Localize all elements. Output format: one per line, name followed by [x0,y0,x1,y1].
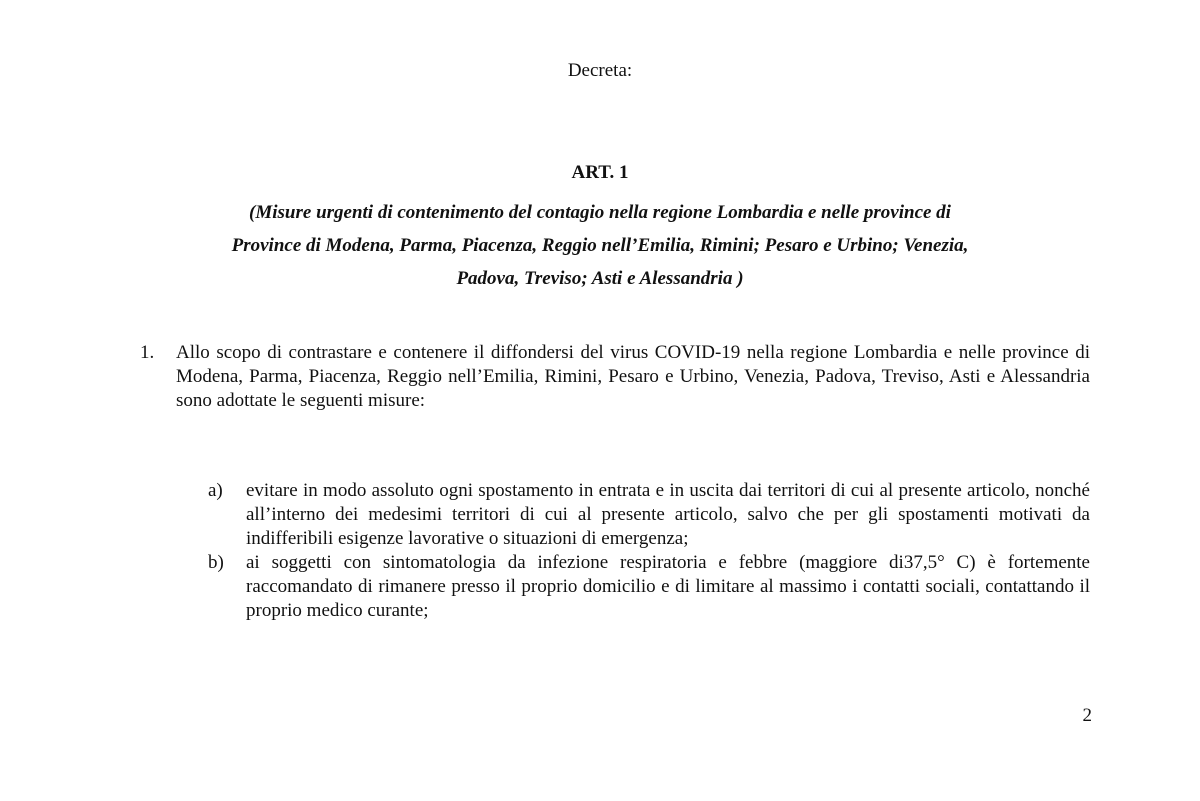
list-item-text: ai soggetti con sintomatologia da infezione respiratoria e febbre (maggiore di37,5° C) è fortemente raccomandato di rimanere presso il proprio domicilio e di limitare al massimo i contatti sociali, contattando il proprio medico curante; [246,552,1090,621]
article-title-line: Padova, Treviso; Asti e Alessandria ) [456,268,744,289]
list-item-text: evitare in modo assoluto ogni spostamento in entrata e in uscita dai territori di cui al presente articolo, nonché all’interno dei medesimi territori di cui al presente articolo, salvo che per gli spostamenti motivati da indifferibili esigenze lavorative o situazioni di emergenza; [246,480,1090,549]
paragraph-text: Allo scopo di contrastare e contenere il diffondersi del virus COVID-19 nella regione Lombardia e nelle province di Modena, Parma, Piacenza, Reggio nell’Emilia, Rimini, Pesaro e Urbino, Venezia, Padova, Treviso, Asti e Alessandria sono adottate le seguenti misure: [176,342,1090,411]
article-title-line: Province di Modena, Parma, Piacenza, Reggio nell’Emilia, Rimini; Pesaro e Urbino; Venezia, [231,235,969,256]
article-title-line: (Misure urgenti di contenimento del contagio nella regione Lombardia e nelle province di [249,202,951,223]
decreta-heading: Decreta: [567,60,633,81]
paragraph-number: 1. [140,342,155,363]
measures-list [208,479,1090,623]
list-item-a [208,479,1090,551]
page-number: 2 [1082,705,1092,726]
list-item-b [208,551,1090,623]
article-number: ART. 1 [571,162,629,183]
article-title [100,196,1100,295]
list-item-letter: b) [208,552,224,573]
paragraph-1 [140,341,1090,413]
list-item-letter: a) [208,480,223,501]
